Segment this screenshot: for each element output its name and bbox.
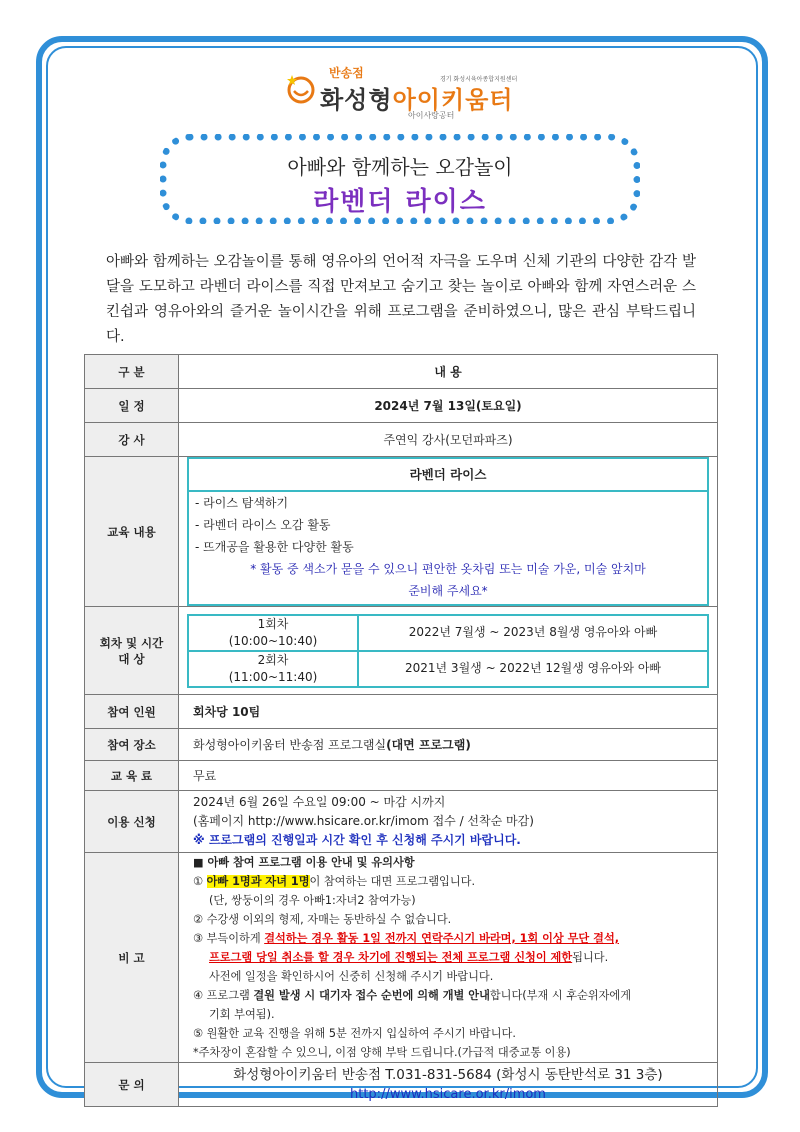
remark-2: ② 수강생 이외의 형제, 자매는 동반하실 수 없습니다. [193, 913, 452, 926]
contact-label: 문 의 [85, 1063, 179, 1107]
header-label: 구 분 [85, 355, 179, 389]
round-target: 2021년 3월생 ~ 2022년 12월생 영유아와 아빠 [358, 651, 708, 687]
remark-3-sub: 사전에 일정을 확인하시어 신중히 신청해 주시기 바랍니다. [209, 970, 494, 983]
content-box [187, 457, 709, 606]
logo-branch: 반송점 [329, 66, 364, 80]
partner-logo: 경기 화성시육아종합지원센터 [440, 76, 518, 83]
date-value: 2024년 7월 13일(토요일) [179, 389, 718, 423]
content-note: * 활동 중 색소가 묻을 수 있으니 편안한 옷차림 또는 미술 가운, 미술 앞치마 준비해 주세요* [250, 562, 646, 598]
remark-6: *주차장이 혼잡할 수 있으니, 이점 양해 부탁 드립니다.(가급적 대중교통 이용) [193, 1046, 571, 1059]
remark-3-cont: 프로그램 당일 취소를 할 경우 차기에 진행되는 전체 프로그램 신청이 제한됩니다. [209, 951, 609, 964]
content-title: 라벤더 라이스 [189, 459, 707, 492]
title-box [160, 134, 640, 224]
remark-3: ③ 부득이하게 결석하는 경우 활동 1일 전까지 연락주시기 바라며, 1회 이상 무단 결석, [193, 932, 619, 945]
contact-phone: 화성형아이키움터 반송점 T.031-831-5684 (화성시 동탄반석로 31 3층) [233, 1066, 663, 1083]
fee-label: 교 육 료 [85, 761, 179, 791]
round-cell [179, 607, 718, 695]
content-item: - 라이스 탐색하기 [195, 496, 289, 510]
content-item: - 라벤더 라이스 오감 활동 [195, 518, 331, 532]
program-table [84, 354, 718, 1107]
logo-name: 화성형아이키움터 [320, 86, 514, 114]
capacity-value: 회차당 10팀 [179, 695, 718, 729]
remarks-cell [179, 853, 718, 1063]
content-cell [179, 457, 718, 607]
place-label: 참여 장소 [85, 729, 179, 761]
intro-text: 아빠와 함께하는 오감놀이를 통해 영유아의 언어적 자극을 도우며 신체 기관의 다양한 감각 발달을 도모하고 라벤더 라이스를 직접 만져보고 숨기고 찾는 놀이로 아빠와 함께 자연스러운 스킨쉽과 영유아와의 즐거운 놀이시간을 위해 프로그램을 준비하였으니, 많은 관심 부탁드립니다. [106, 254, 696, 345]
apply-method: (홈페이지 http://www.hsicare.or.kr/imom 접수 / 선착순 마감) [193, 814, 534, 828]
round-target: 2022년 7월생 ~ 2023년 8월생 영유아와 아빠 [358, 615, 708, 651]
date-label: 일 정 [85, 389, 179, 423]
fee-value: 무료 [179, 761, 718, 791]
content-item: - 뜨개공을 활용한 다양한 활동 [195, 540, 354, 554]
apply-value [179, 791, 718, 853]
page-title: 라벤더 라이스 [313, 187, 487, 217]
round-label: 회차 및 시간 대 상 [85, 607, 179, 695]
apply-period: 2024년 6월 26일 수요일 09:00 ~ 마감 시까지 [193, 795, 446, 809]
header-value: 내 용 [179, 355, 718, 389]
contact-value [179, 1063, 718, 1107]
contact-link[interactable]: http://www.hsicare.or.kr/imom [350, 1086, 546, 1102]
round-table [187, 614, 709, 688]
remark-1-sub: (단, 쌍둥이의 경우 아빠1:자녀2 참여가능) [209, 894, 416, 907]
place-value: 화성형아이키움터 반송점 프로그램실(대면 프로그램) [179, 729, 718, 761]
capacity-label: 참여 인원 [85, 695, 179, 729]
logo-sub: 아이사랑공터 [408, 111, 455, 120]
apply-note: ※ 프로그램의 진행일과 시간 확인 후 신청해 주시기 바랍니다. [193, 833, 521, 847]
remark-1: ① 아빠 1명과 자녀 1명이 참여하는 대면 프로그램입니다. [193, 875, 476, 888]
instructor-value: 주연익 강사(모던파파즈) [179, 423, 718, 457]
round-time: 2회차 (11:00~11:40) [188, 651, 358, 687]
remark-4: ④ 프로그램 결원 발생 시 대기자 접수 순번에 의해 개별 안내합니다(부재 시 후순위자에게 [193, 989, 632, 1002]
remark-4-sub: 기회 부여됨). [209, 1008, 275, 1021]
content-label: 교육 내용 [85, 457, 179, 607]
apply-label: 이용 신청 [85, 791, 179, 853]
instructor-label: 강 사 [85, 423, 179, 457]
logo [280, 62, 530, 122]
remarks-heading: ■ 아빠 참여 프로그램 이용 안내 및 유의사항 [193, 856, 415, 869]
remark-5: ⑤ 원활한 교육 진행을 위해 5분 전까지 입실하여 주시기 바랍니다. [193, 1027, 516, 1040]
remarks-label: 비 고 [85, 853, 179, 1063]
subtitle: 아빠와 함께하는 오감놀이 [287, 155, 513, 179]
round-time: 1회차 (10:00~10:40) [188, 615, 358, 651]
smile-sun-icon [286, 74, 316, 104]
